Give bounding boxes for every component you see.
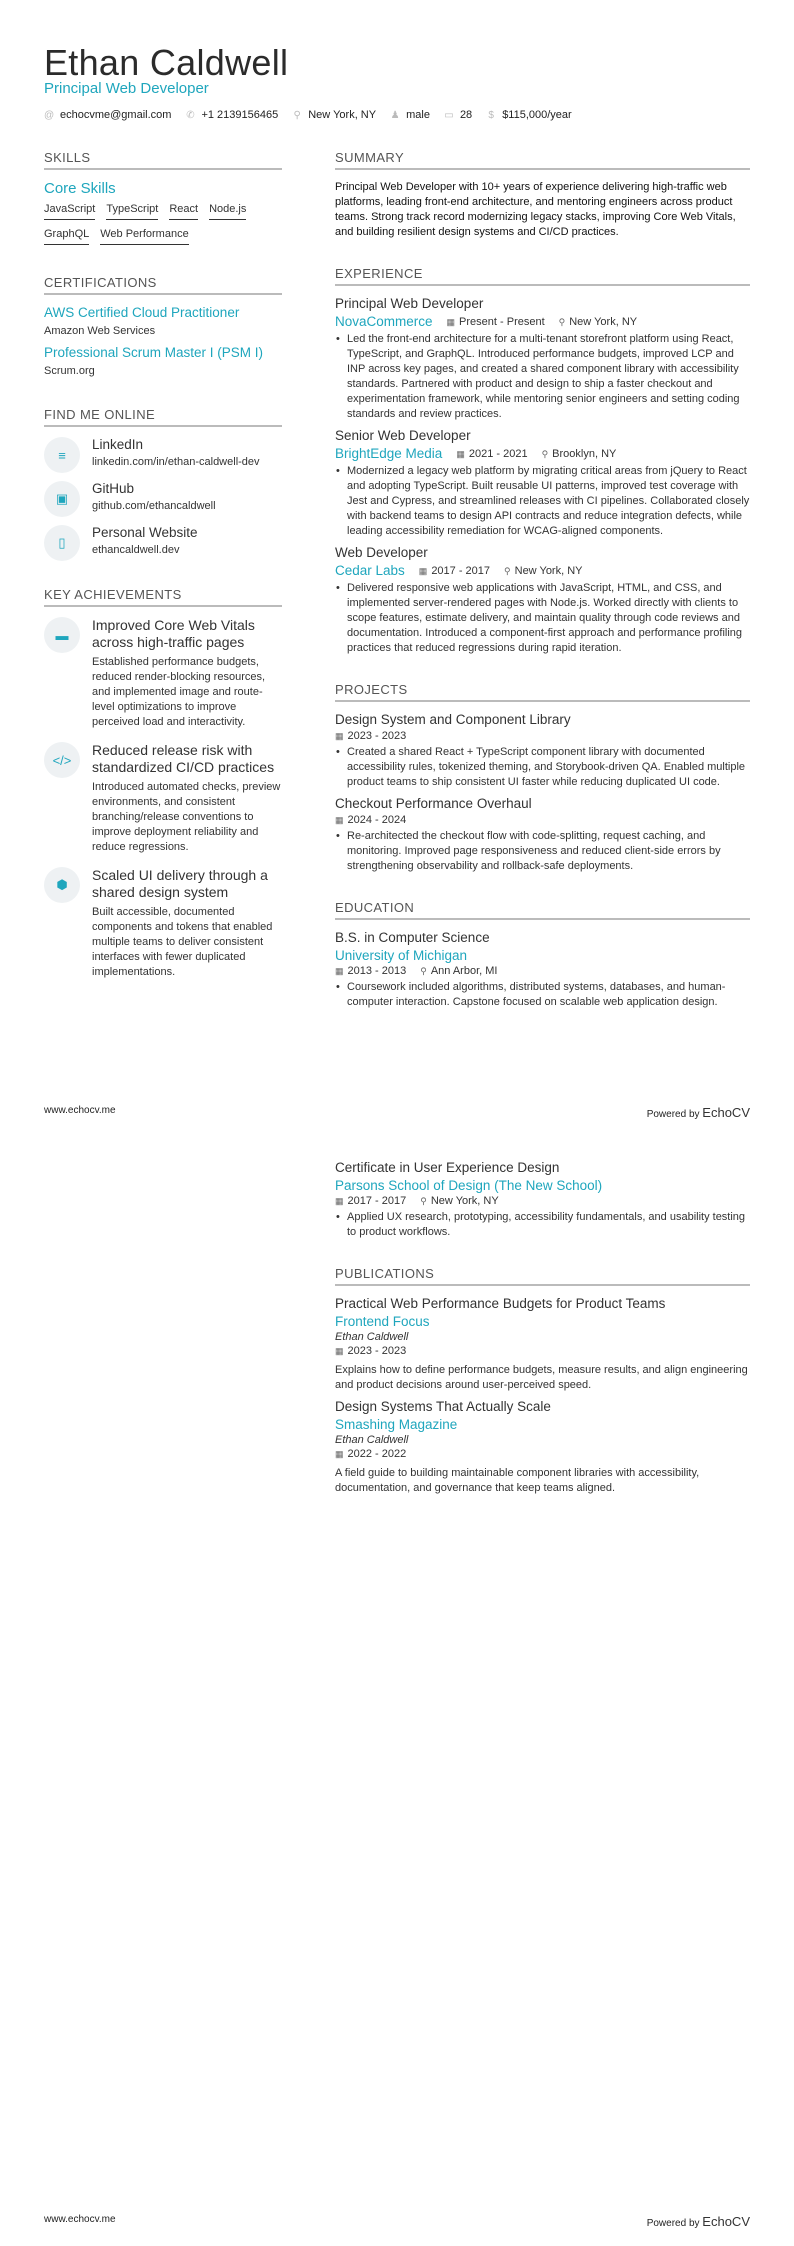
experience-item — [335, 296, 750, 422]
powered-by-label: Powered by — [646, 2218, 700, 2229]
calendar-icon: ▦ — [335, 966, 344, 976]
calendar-icon: ▦ — [335, 1196, 344, 1206]
cube-icon: ⬢ — [44, 867, 80, 903]
section-heading: EXPERIENCE — [335, 266, 750, 286]
dates — [335, 814, 406, 826]
project-item — [335, 796, 750, 874]
location-text: New York, NY — [430, 1195, 499, 1207]
dates — [335, 965, 406, 977]
location — [542, 448, 617, 460]
certification-title: AWS Certified Cloud Practitioner — [44, 305, 240, 320]
skill-tag: GraphQL — [44, 228, 89, 245]
user-icon: ♟ — [390, 109, 400, 121]
certifications-section — [44, 275, 282, 377]
date-range: 2024 - 2024 — [347, 814, 407, 826]
education-section-continued — [335, 1160, 750, 1240]
phone-icon: ✆ — [186, 109, 195, 121]
dollar-icon: $ — [488, 109, 494, 121]
publication-author: Ethan Caldwell — [335, 1434, 409, 1446]
profile-link[interactable]: linkedin.com/in/ethan-caldwell-dev — [92, 456, 260, 468]
project-description: • Created a shared React + TypeScript component library with documented accessibility rules, tokenized theming, and Storybook-driven QA. Enabled multiple product teams to ship consistent UI faster while reducing duplicated UI code. — [335, 745, 750, 790]
section-heading: KEY ACHIEVEMENTS — [44, 587, 282, 607]
left-column — [44, 150, 282, 1006]
map-pin-icon: ⚲ — [504, 565, 511, 576]
calendar-icon: ▦ — [335, 1449, 344, 1459]
item-meta — [335, 314, 750, 329]
location — [420, 1195, 498, 1207]
achievements-section — [44, 587, 282, 984]
calendar-icon: ▭ — [444, 109, 454, 121]
publication-description: A field guide to building maintainable component libraries with accessibility, documentation, and governance that keep teams aligned. — [335, 1467, 700, 1494]
profile-link[interactable]: ethancaldwell.dev — [92, 544, 180, 556]
brand-name: EchoCV — [702, 1105, 750, 1120]
publication-title: Design Systems That Actually Scale — [335, 1399, 551, 1414]
publication-description: Explains how to define performance budgets, measure results, and align engineering and product decisions around user-perceived speed. — [335, 1364, 748, 1391]
achievement-description: Built accessible, documented components and tokens that enabled multiple teams to deliver consistent interfaces with fewer duplicated implementations. — [92, 906, 273, 978]
map-pin-icon: ⚲ — [420, 1196, 427, 1206]
publications-section — [335, 1266, 750, 1496]
publication-item — [335, 1296, 750, 1393]
contact-text: male — [406, 109, 430, 121]
project-title: Design System and Component Library — [335, 712, 571, 727]
item-meta — [335, 814, 750, 826]
footer-site-link[interactable]: www.echocv.me — [44, 1105, 116, 1116]
item-meta — [335, 1448, 750, 1460]
section-heading: SUMMARY — [335, 150, 750, 170]
powered-by — [647, 1105, 750, 1120]
calendar-icon: ▦ — [446, 316, 456, 327]
profile-label: Personal Website — [92, 525, 198, 540]
publication-item — [335, 1399, 750, 1496]
profile-label: LinkedIn — [92, 437, 144, 452]
publisher: Frontend Focus — [335, 1314, 430, 1329]
map-pin-icon: ⚲ — [293, 109, 301, 121]
publication-title: Practical Web Performance Budgets for Product Teams — [335, 1296, 666, 1311]
education-description: • Coursework included algorithms, distributed systems, databases, and human-computer interaction. Capstone focused on scalable web application design. — [335, 980, 750, 1010]
footer-site-link[interactable]: www.echocv.me — [44, 2214, 116, 2225]
contact-item — [444, 109, 472, 121]
date-range: 2023 - 2023 — [347, 1345, 407, 1357]
job-title: Principal Web Developer — [335, 296, 484, 311]
education-item — [335, 1160, 750, 1240]
powered-by-label: Powered by — [646, 1109, 700, 1120]
school-name: University of Michigan — [335, 948, 468, 963]
item-meta — [335, 446, 750, 461]
online-profile[interactable] — [44, 437, 282, 473]
powered-by — [647, 2214, 750, 2229]
certification-issuer: Scrum.org — [44, 365, 95, 377]
achievement-title: Improved Core Web Vitals across high-traffic pages — [92, 617, 255, 650]
candidate-name: Ethan Caldwell — [44, 42, 289, 83]
certification-title: Professional Scrum Master I (PSM I) — [44, 345, 264, 360]
contact-text: $115,000/year — [502, 109, 572, 121]
location — [504, 565, 582, 577]
location-text: New York, NY — [514, 564, 583, 577]
section-heading: PUBLICATIONS — [335, 1266, 750, 1286]
website-icon: ▯ — [44, 525, 80, 561]
company-name: BrightEdge Media — [335, 446, 443, 461]
achievement-text — [92, 742, 282, 859]
dates — [335, 1195, 406, 1207]
job-title: Web Developer — [335, 545, 428, 560]
achievement-item — [44, 867, 282, 984]
item-meta — [335, 1195, 750, 1207]
experience-item — [335, 545, 750, 656]
dates — [335, 1345, 406, 1357]
skill-tag: Web Performance — [100, 228, 188, 245]
contact-item — [486, 109, 572, 121]
section-heading: PROJECTS — [335, 682, 750, 702]
contact-text: echocvme@gmail.com — [60, 109, 172, 121]
summary-section — [335, 150, 750, 240]
calendar-icon: ▦ — [456, 448, 465, 459]
contact-item — [185, 109, 278, 121]
company-name: Cedar Labs — [335, 563, 405, 578]
achievement-description: Introduced automated checks, preview environments, and consistent branching/release conventions to improve deployment reliability and reduce regressions. — [92, 781, 281, 853]
contact-bar — [44, 109, 572, 121]
dates — [447, 316, 545, 328]
map-pin-icon: ⚲ — [541, 448, 549, 459]
profile-text — [92, 481, 216, 517]
date-range: 2023 - 2023 — [347, 730, 407, 742]
experience-item — [335, 428, 750, 539]
at-icon: @ — [44, 109, 55, 121]
dates — [456, 448, 527, 460]
skill-tag: TypeScript — [106, 203, 158, 220]
map-pin-icon: ⚲ — [558, 316, 566, 327]
dates — [419, 565, 490, 577]
school-name: Parsons School of Design (The New School) — [335, 1178, 603, 1193]
online-section — [44, 407, 282, 561]
job-description: • Delivered responsive web applications with JavaScript, HTML, and CSS, and implemented server-rendered pages with Node.js. Worked directly with clients to scope features, estimate delivery, and maintain quality through code reviews and documentation. Introduced a component-first approach and performance profiling practices that reduced regressions during rapid iteration. — [335, 581, 750, 656]
location-text: Brooklyn, NY — [552, 447, 617, 460]
achievement-item — [44, 617, 282, 734]
projects-section — [335, 682, 750, 874]
page-footer-2 — [44, 2214, 750, 2229]
dates — [335, 1448, 406, 1460]
project-title: Checkout Performance Overhaul — [335, 796, 532, 811]
job-title: Senior Web Developer — [335, 428, 471, 443]
right-column — [335, 150, 750, 1032]
experience-section — [335, 266, 750, 656]
brand-name: EchoCV — [702, 2214, 750, 2229]
project-description: • Re-architected the checkout flow with code-splitting, request caching, and monitoring. Improved page responsiveness and reduced client-side errors by strengthening observability and rollback-safe deployments. — [335, 829, 750, 874]
location-text: New York, NY — [569, 315, 638, 328]
section-heading: SKILLS — [44, 150, 282, 170]
candidate-title: Principal Web Developer — [44, 80, 209, 97]
skill-tags — [44, 203, 282, 245]
right-column-page-2 — [335, 1160, 750, 1518]
toggle-icon: ▬ — [44, 617, 80, 653]
location — [420, 965, 497, 977]
item-meta — [335, 965, 750, 977]
date-range: 2013 - 2013 — [347, 965, 407, 977]
job-description: • Led the front-end architecture for a multi-tenant storefront platform using React, TypeScript, and GraphQL. Introduced performance budgets, improved LCP and INP across key pages, and created a shared component library with accessibility standards. Partnered with product and design to ship a faster checkout and experimentation framework, while mentoring senior engineers and setting coding standards and review practices. — [335, 332, 750, 422]
skill-tag: React — [169, 203, 198, 220]
github-icon: ▣ — [44, 481, 80, 517]
skill-tag: JavaScript — [44, 203, 95, 220]
linkedin-icon: ≡ — [44, 437, 80, 473]
achievement-title: Scaled UI delivery through a shared design system — [92, 867, 268, 900]
degree-title: B.S. in Computer Science — [335, 930, 490, 945]
item-meta — [335, 563, 750, 578]
dates — [335, 730, 406, 742]
calendar-icon: ▦ — [335, 815, 344, 825]
date-range: 2022 - 2022 — [347, 1448, 407, 1460]
skill-tag: Node.js — [209, 203, 246, 220]
skills-section — [44, 150, 282, 245]
education-section — [335, 900, 750, 1010]
contact-text: +1 2139156465 — [201, 109, 279, 121]
achievement-title: Reduced release risk with standardized CI/CD practices — [92, 742, 275, 775]
certification-issuer: Amazon Web Services — [44, 325, 156, 337]
section-heading: CERTIFICATIONS — [44, 275, 282, 295]
skill-group-title: Core Skills — [44, 180, 116, 197]
date-range: 2017 - 2017 — [431, 564, 491, 577]
code-icon: </> — [44, 742, 80, 778]
achievement-text — [92, 617, 282, 734]
date-range: 2017 - 2017 — [347, 1195, 407, 1207]
publisher: Smashing Magazine — [335, 1417, 458, 1432]
achievement-description: Established performance budgets, reduced render-blocking resources, and implemented image and route-level optimizations to improve perceived load and interactivity. — [92, 656, 266, 728]
project-item — [335, 712, 750, 790]
contact-text: New York, NY — [308, 109, 377, 121]
section-heading: EDUCATION — [335, 900, 750, 920]
online-profile[interactable] — [44, 481, 282, 517]
date-range: Present - Present — [459, 315, 545, 328]
contact-item — [390, 109, 430, 121]
date-range: 2021 - 2021 — [468, 447, 528, 460]
profile-label: GitHub — [92, 481, 135, 496]
profile-link[interactable]: github.com/ethancaldwell — [92, 500, 216, 512]
item-meta — [335, 730, 750, 742]
calendar-icon: ▦ — [335, 731, 344, 741]
contact-item — [44, 109, 171, 121]
location-text: Ann Arbor, MI — [430, 965, 498, 977]
page-footer — [44, 1105, 750, 1120]
calendar-icon: ▦ — [418, 565, 428, 576]
degree-title: Certificate in User Experience Design — [335, 1160, 560, 1175]
contact-item — [292, 109, 376, 121]
profile-text — [92, 525, 198, 561]
education-item — [335, 930, 750, 1010]
section-heading: FIND ME ONLINE — [44, 407, 282, 427]
achievement-text — [92, 867, 282, 984]
map-pin-icon: ⚲ — [420, 966, 427, 976]
calendar-icon: ▦ — [335, 1346, 344, 1356]
summary-text: Principal Web Developer with 10+ years of experience delivering high-traffic web platforms, leading front-end architecture, and mentoring engineers across product teams. Strong track record modernizing legacy stacks, improving Core Web Vitals, and building resilient design systems and CI/CD practices. — [335, 181, 736, 238]
company-name: NovaCommerce — [335, 314, 433, 329]
profile-text — [92, 437, 260, 473]
online-profile[interactable] — [44, 525, 282, 561]
publication-author: Ethan Caldwell — [335, 1331, 409, 1343]
item-meta — [335, 1345, 750, 1357]
contact-text: 28 — [459, 109, 473, 121]
achievement-item — [44, 742, 282, 859]
job-description: • Modernized a legacy web platform by migrating critical areas from jQuery to React and adopting TypeScript. Built reusable UI patterns, improved test coverage with Jest and Cypress, and streamlined releases with CI pipelines. Collaborated closely with backend teams to design API contracts and reduce integration defects, while leading accessibility remediation for WCAG-aligned components. — [335, 464, 750, 539]
education-description: • Applied UX research, prototyping, accessibility fundamentals, and usability testing to product workflows. — [335, 1210, 750, 1240]
location — [559, 316, 637, 328]
